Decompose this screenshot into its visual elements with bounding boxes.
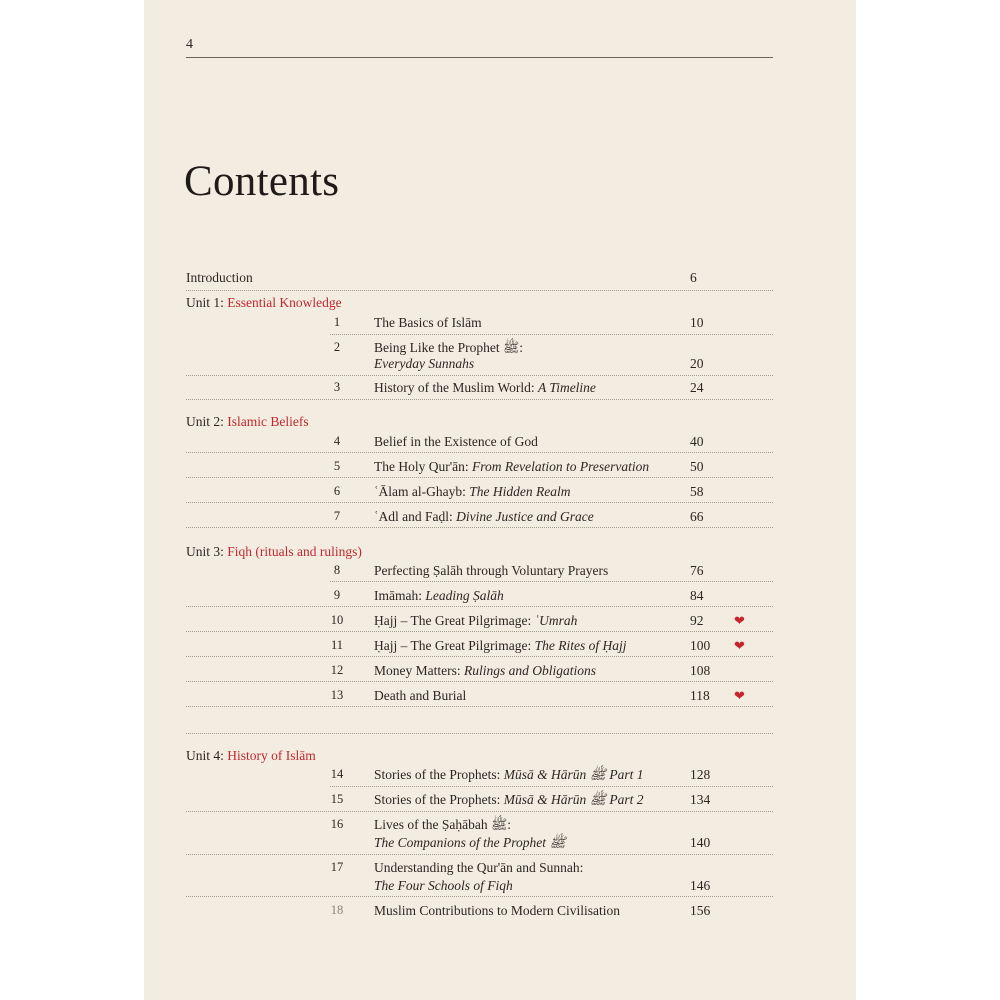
- divider: [186, 681, 773, 682]
- heart-icon: ❤: [734, 638, 745, 653]
- heart-icon: ❤: [734, 688, 745, 703]
- divider: [186, 399, 773, 400]
- page-title: Contents: [184, 158, 340, 205]
- divider: [186, 733, 773, 734]
- divider: [186, 375, 773, 376]
- divider: [330, 334, 773, 335]
- introduction-page: 6: [690, 270, 697, 285]
- divider: [186, 527, 773, 528]
- unit-heading: Unit 3: Fiqh (rituals and rulings): [186, 544, 362, 559]
- divider: [330, 786, 773, 787]
- divider: [186, 656, 773, 657]
- divider: [186, 606, 773, 607]
- unit-name: Essential Knowledge: [227, 295, 342, 310]
- divider: [186, 502, 773, 503]
- unit-heading: Unit 1: Essential Knowledge: [186, 295, 342, 310]
- divider: [330, 581, 773, 582]
- toc-introduction[interactable]: [186, 269, 773, 286]
- unit-name: History of Islām: [227, 748, 316, 763]
- divider: [186, 896, 773, 897]
- unit-heading: Unit 4: History of Islām: [186, 748, 316, 763]
- page-number: 4: [186, 37, 193, 52]
- divider: [186, 477, 773, 478]
- divider: [186, 290, 773, 291]
- unit-heading: Unit 2: Islamic Beliefs: [186, 414, 309, 429]
- heart-icon: ❤: [734, 613, 745, 628]
- divider: [186, 854, 773, 855]
- divider: [186, 706, 773, 707]
- unit-name: Fiqh (rituals and rulings): [227, 544, 362, 559]
- unit-name: Islamic Beliefs: [227, 414, 309, 429]
- header-rule: [186, 57, 773, 58]
- introduction-label: Introduction: [186, 270, 253, 285]
- divider: [186, 452, 773, 453]
- divider: [186, 811, 773, 812]
- divider: [186, 631, 773, 632]
